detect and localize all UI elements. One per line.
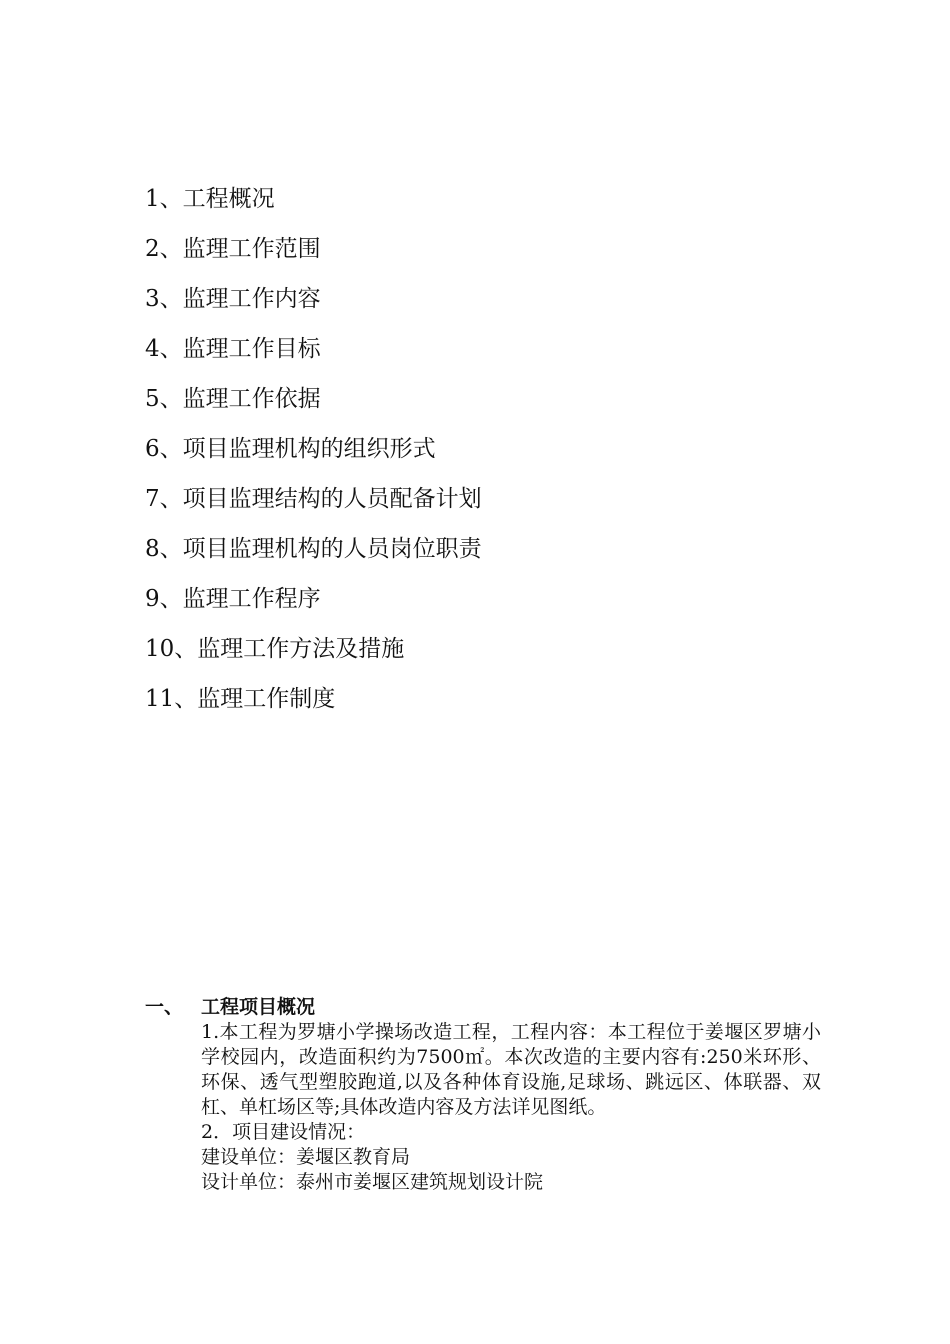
toc-item: 6、项目监理机构的组织形式	[145, 436, 436, 462]
section-number: 一、	[145, 996, 184, 1018]
section-title: 工程项目概况	[201, 996, 316, 1018]
owner-unit: 建设单位：姜堰区教育局	[201, 1146, 411, 1168]
toc-item: 11、监理工作制度	[145, 686, 336, 712]
design-unit: 设计单位：泰州市姜堰区建筑规划设计院	[201, 1171, 544, 1193]
toc-item: 7、项目监理结构的人员配备计划	[145, 486, 482, 512]
project-description: 1.本工程为罗塘小学操场改造工程，工程内容：本工程位于姜堰区罗塘小学校园内，改造面积约为7500㎡。本次改造的主要内容有:250米环形、环保、透气型塑胶跑道,以及各种体育设施,足球场、跳远区、体联器、双杠、单杠场区等;具体改造内容及方法详见图纸。	[201, 1021, 821, 1118]
toc-item: 3、监理工作内容	[145, 286, 321, 312]
toc-item: 8、项目监理机构的人员岗位职责	[145, 536, 482, 562]
section-heading	[145, 994, 845, 1020]
table-of-contents	[145, 180, 482, 730]
toc-item: 2、监理工作范围	[145, 236, 321, 262]
toc-item: 10、监理工作方法及措施	[145, 636, 405, 662]
section-body	[201, 1020, 821, 1195]
toc-item: 1、工程概况	[145, 186, 275, 212]
toc-item: 9、监理工作程序	[145, 586, 321, 612]
toc-item: 5、监理工作依据	[145, 386, 321, 412]
toc-item: 4、监理工作目标	[145, 336, 321, 362]
construction-status-heading: 2．项目建设情况：	[201, 1121, 366, 1143]
project-overview-section	[145, 994, 845, 1195]
